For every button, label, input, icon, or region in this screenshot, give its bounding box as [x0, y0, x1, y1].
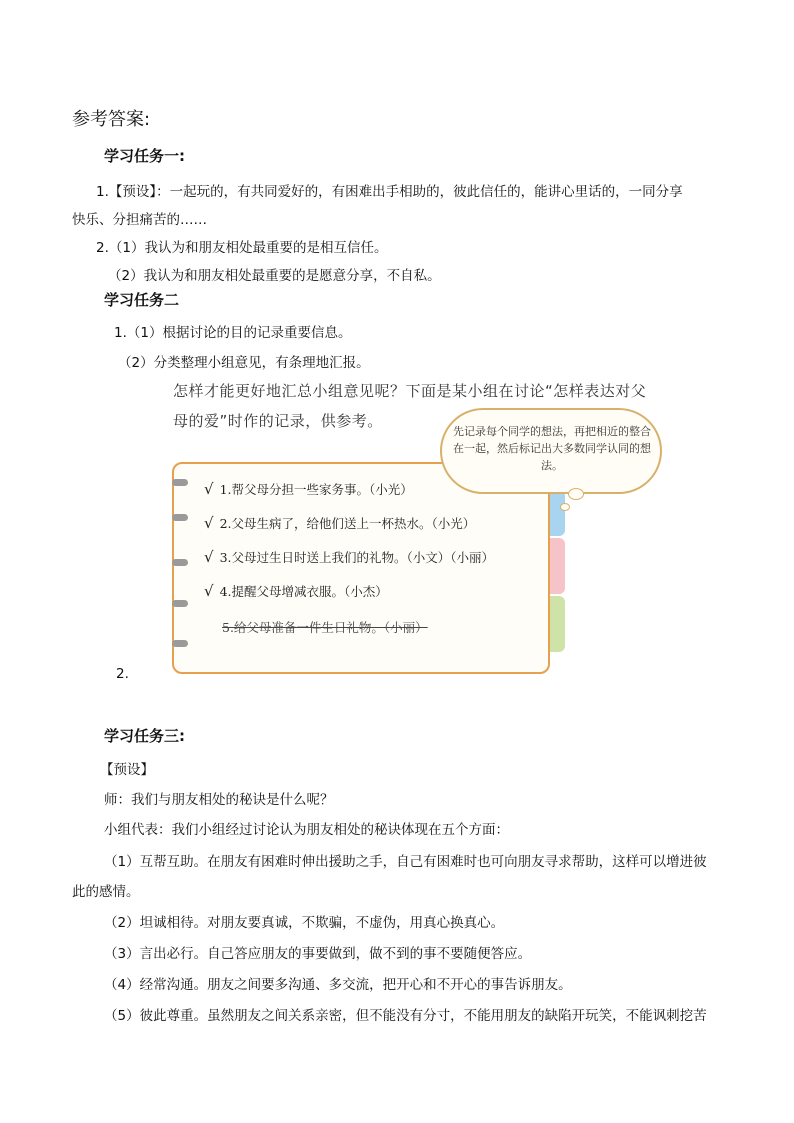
thought-bubble-icon — [560, 503, 570, 511]
task1-heading: 学习任务一: — [104, 147, 185, 165]
check-icon: √ — [204, 480, 214, 498]
note-item: √ 2.父母生病了，给他们送上一杯热水。（小光） — [204, 514, 476, 532]
binder-ring-icon — [172, 479, 188, 486]
note-item-struck: 5.给父母准备一件生日礼物。（小丽） — [222, 620, 428, 635]
binder-ring-icon — [172, 514, 188, 521]
task3-point3: （3）言出必行。自己答应朋友的事要做到，做不到的事不要随便答应。 — [104, 946, 532, 962]
task3-representative: 小组代表：我们小组经过讨论认为朋友相处的秘诀体现在五个方面： — [104, 822, 509, 838]
binder-ring-icon — [172, 559, 188, 566]
note-item: √ 3.父母过生日时送上我们的礼物。（小文）（小丽） — [204, 548, 494, 566]
figure-caption: 怎样才能更好地汇总小组意见呢？下面是某小组在讨论“怎样表达对父母的爱”时作的记录，供参考。 — [173, 382, 647, 430]
thought-bubble-icon — [568, 488, 584, 500]
binder-ring-icon — [172, 640, 188, 647]
item-number: 2. — [116, 666, 129, 682]
check-icon: √ — [204, 548, 214, 566]
task3-point1-cont: 此的感情。 — [72, 884, 140, 900]
task1-line1-cont: 快乐、分担痛苦的…… — [72, 212, 207, 228]
note-item: √ 1.帮父母分担一些家务事。（小光） — [204, 480, 413, 498]
task3-question: 师：我们与朋友相处的秘诀是什么呢？ — [104, 792, 334, 808]
note-item: √ 4.提醒父母增减衣服。（小杰） — [204, 582, 388, 600]
task2-line1: 1.（1）根据讨论的目的记录重要信息。 — [114, 325, 352, 341]
thought-cloud-text: 先记录每个同学的想法，再把相近的整合在一起，然后标记出大多数同学认同的想法。 — [453, 425, 651, 472]
task2-heading: 学习任务二 — [104, 291, 180, 309]
task3-heading: 学习任务三: — [104, 727, 185, 745]
task1-line2: 2.（1）我认为和朋友相处最重要的是相互信任。 — [96, 240, 388, 256]
task3-preset: 【预设】 — [100, 762, 154, 778]
check-icon: √ — [204, 514, 214, 532]
task3-point5: （5）彼此尊重。虽然朋友之间关系亲密，但不能没有分寸，不能用朋友的缺陷开玩笑，不能讽刺挖苦 — [104, 1008, 707, 1024]
check-icon: √ — [204, 582, 214, 600]
page-title: 参考答案: — [72, 109, 151, 130]
task3-point4: （4）经常沟通。朋友之间要多沟通、多交流，把开心和不开心的事告诉朋友。 — [104, 977, 572, 993]
task3-point1: （1）互帮互助。在朋友有困难时伸出援助之手，自己有困难时也可向朋友寻求帮助，这样可以增进彼 — [104, 854, 707, 870]
binder-ring-icon — [172, 600, 188, 607]
task1-line1: 1.【预设】：一起玩的，有共同爱好的，有困难出手相助的，彼此信任的，能讲心里话的，一同分享 — [96, 184, 683, 200]
task3-point2: （2）坦诚相待。对朋友要真诚，不欺骗，不虚伪，用真心换真心。 — [104, 915, 505, 931]
task1-line3: （2）我认为和朋友相处最重要的是愿意分享，不自私。 — [108, 268, 441, 284]
task2-line2: （2）分类整理小组意见，有条理地汇报。 — [118, 355, 370, 371]
